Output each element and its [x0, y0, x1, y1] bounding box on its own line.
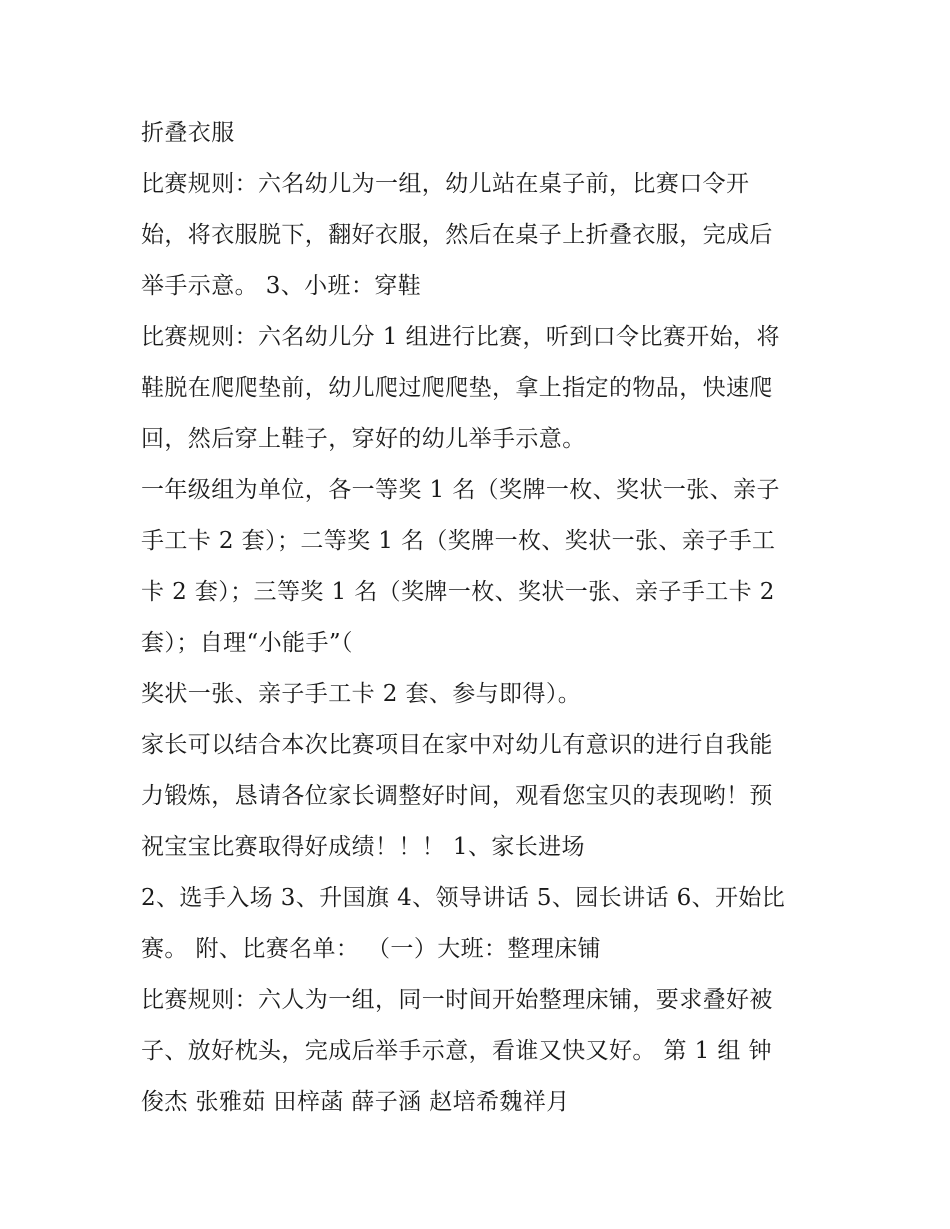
text-line: 鞋脱在爬爬垫前，幼儿爬过爬爬垫，拿上指定的物品，快速爬 — [141, 375, 773, 401]
text-line: 2、选手入场 3、升国旗 4、领导讲话 5、园长讲话 6、开始比 — [141, 885, 786, 911]
text-line: 力锻炼，恳请各位家长调整好时间，观看您宝贝的表现哟！预 — [141, 783, 773, 809]
text-line: 一年级组为单位，各一等奖 1 名（奖牌一枚、奖状一张、亲子 — [141, 477, 780, 503]
text-line: 比赛规则：六名幼儿分 1 组进行比赛，听到口令比赛开始，将 — [141, 324, 780, 350]
text-line: 家长可以结合本次比赛项目在家中对幼儿有意识的进行自我能 — [141, 732, 773, 758]
text-line: 举手示意。 3、小班：穿鞋 — [141, 273, 422, 299]
text-line: 子、放好枕头，完成后举手示意，看谁又快又好。 第 1 组 钟 — [141, 1038, 772, 1064]
text-line: 赛。 附、比赛名单： （一）大班：整理床铺 — [141, 936, 602, 962]
text-line: 回，然后穿上鞋子，穿好的幼儿举手示意。 — [141, 426, 586, 452]
text-line: 始，将衣服脱下，翻好衣服，然后在桌子上折叠衣服，完成后 — [141, 222, 773, 248]
text-line: 俊杰 张雅茹 田梓菡 薛子涵 赵培希魏祥月 — [141, 1089, 570, 1115]
text-line: 折叠衣服 — [141, 120, 235, 146]
text-line: 套）；自理“小能手”（ — [141, 630, 353, 656]
text-line: 卡 2 套）；三等奖 1 名（奖牌一枚、奖状一张、亲子手工卡 2 — [141, 579, 775, 605]
text-line: 比赛规则：六名幼儿为一组，幼儿站在桌子前，比赛口令开 — [141, 171, 750, 197]
text-line: 比赛规则：六人为一组，同一时间开始整理床铺，要求叠好被 — [141, 987, 773, 1013]
document-body — [141, 108, 831, 1128]
text-line: 手工卡 2 套）；二等奖 1 名（奖牌一枚、奖状一张、亲子手工 — [141, 528, 776, 554]
text-line: 奖状一张、亲子手工卡 2 套、参与即得）。 — [141, 681, 582, 707]
text-line: 祝宝宝比赛取得好成绩！！！ 1、家长进场 — [141, 834, 585, 860]
